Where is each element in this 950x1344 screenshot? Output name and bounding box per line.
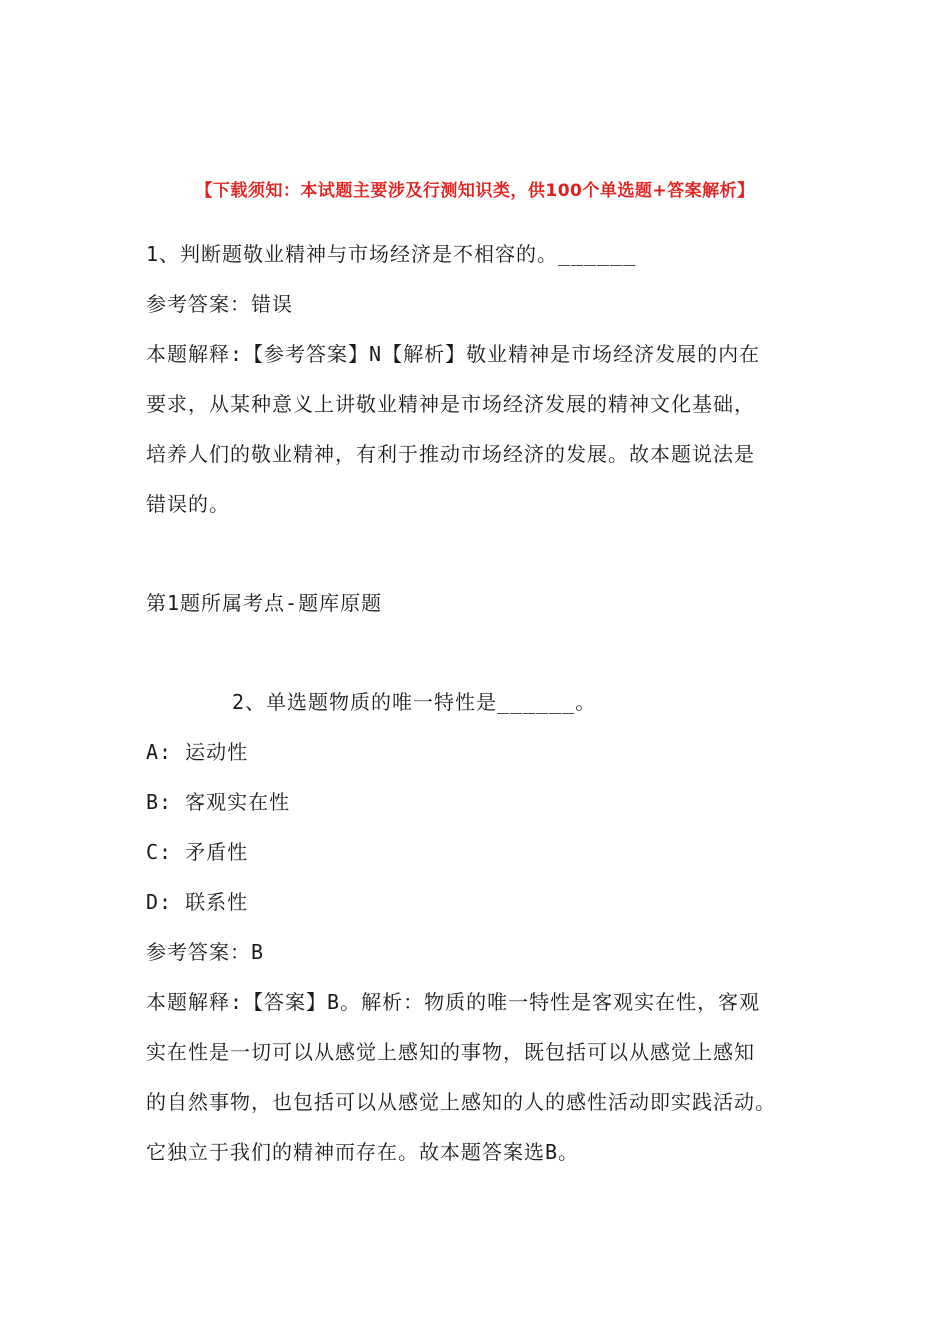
q1-explanation-line: 本题解释:【参考答案】N【解析】敬业精神是市场经济发展的内在: [146, 342, 761, 366]
q2-option-a: A: 运动性: [146, 740, 249, 764]
q1-explanation-line: 要求，从某种意义上讲敬业精神是市场经济发展的精神文化基础，: [146, 392, 755, 416]
q1-topic: 第1题所属考点-题库原题: [146, 591, 383, 615]
download-notice: 【下载须知：本试题主要涉及行测知识类，供100个单选题+答案解析】: [195, 181, 755, 201]
q2-explanation-line: 它独立于我们的精神而存在。故本题答案选B。: [146, 1140, 580, 1164]
q2-explanation-line: 的自然事物，也包括可以从感觉上感知的人的感性活动即实践活动。: [146, 1090, 776, 1114]
q1-question: 1、判断题敬业精神与市场经济是不相容的。______: [146, 242, 637, 266]
q2-option-b: B: 客观实在性: [146, 790, 291, 814]
q2-option-d: D: 联系性: [146, 890, 249, 914]
q2-option-c: C: 矛盾性: [146, 840, 249, 864]
q1-explanation-line: 错误的。: [146, 492, 230, 516]
q2-explanation-line: 本题解释:【答案】B。解析：物质的唯一特性是客观实在性，客观: [146, 990, 761, 1014]
q2-explanation-line: 实在性是一切可以从感觉上感知的事物，既包括可以从感觉上感知: [146, 1040, 755, 1064]
q1-answer: 参考答案：错误: [146, 292, 293, 316]
q1-explanation-line: 培养人们的敬业精神，有利于推动市场经济的发展。故本题说法是: [146, 442, 755, 466]
q2-answer: 参考答案：B: [146, 940, 265, 964]
q2-question: 2、单选题物质的唯一特性是______。: [232, 690, 597, 714]
